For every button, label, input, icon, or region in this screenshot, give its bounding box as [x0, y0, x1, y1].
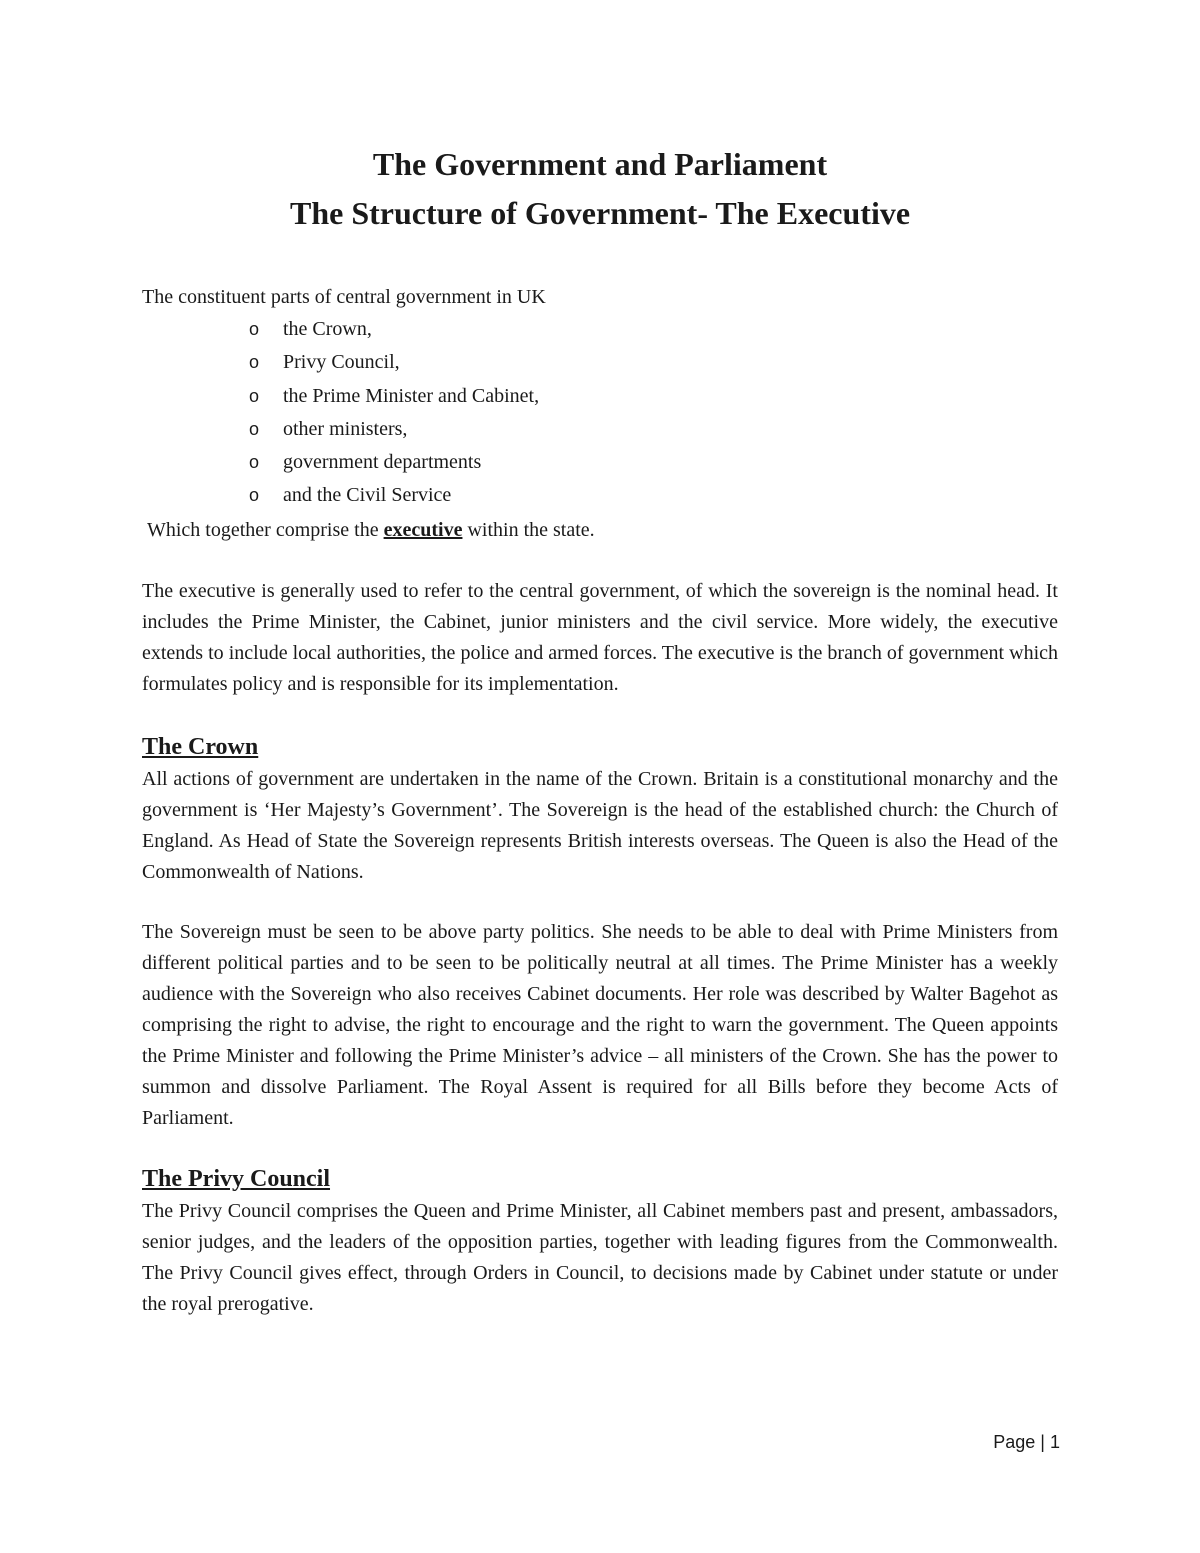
list-item: o Privy Council, [249, 346, 1058, 379]
list-item: o other ministers, [249, 413, 1058, 446]
circle-bullet-icon: o [249, 485, 260, 506]
page-number: Page | 1 [993, 1432, 1060, 1452]
government-parts-list [142, 313, 1058, 513]
circle-bullet-icon: o [249, 418, 260, 439]
circle-bullet-icon: o [249, 319, 260, 339]
list-item: o the Prime Minister and Cabinet, [249, 380, 1058, 413]
circle-bullet-icon: o [249, 385, 260, 406]
executive-paragraph: The executive is generally used to refer to the central government, of which the sovereign is the nominal head. It includes the Prime Minister, the Cabinet, junior ministers and the civil service. More widely, the executive extends to include local authorities, the police and armed forces. The executive is the branch of government which formulates policy and is responsible for its implementation. [142, 579, 1058, 695]
section-heading-privy-council: The Privy Council [142, 1165, 331, 1192]
list-item: o the Crown, [249, 313, 1058, 346]
circle-bullet-icon: o [249, 452, 260, 473]
document-title: The Government and Parliament [372, 146, 828, 182]
document-subtitle: The Structure of Government- The Executive [289, 195, 911, 231]
executive-keyword: executive [383, 518, 463, 541]
document-body [142, 282, 1058, 1320]
list-item: o and the Civil Service [249, 479, 1058, 512]
executive-summary-line: Which together comprise the executive within the state. [147, 518, 595, 541]
title-block [0, 140, 1200, 238]
intro-line: The constituent parts of central government in UK [142, 286, 546, 308]
crown-paragraph-1: All actions of government are undertaken in the name of the Crown. Britain is a constitutional monarchy and the government is ‘Her Majesty’s Government’. The Sovereign is the head of the established church: the Church of England. As Head of State the Sovereign represents British interests overseas. The Queen is also the Head of the Commonwealth of Nations. [142, 767, 1058, 883]
privy-council-paragraph: The Privy Council comprises the Queen and Prime Minister, all Cabinet members past and present, ambassadors, senior judges, and the leaders of the opposition parties, together with leading figures from the Commonwealth. The Privy Council gives effect, through Orders in Council, to decisions made by Cabinet under statute or under the royal prerogative. [142, 1199, 1058, 1315]
list-item: o government departments [249, 446, 1058, 479]
section-heading-crown: The Crown [142, 733, 259, 760]
crown-paragraph-2: The Sovereign must be seen to be above party politics. She needs to be able to deal with Prime Ministers from different political parties and to be seen to be politically neutral at all times. The Prime Minister has a weekly audience with the Sovereign who also receives Cabinet documents. Her role was described by Walter Bagehot as comprising the right to advise, the right to encourage and the right to warn the government. The Queen appoints the Prime Minister and following the Prime Minister’s advice – all ministers of the Crown. She has the power to summon and dissolve Parliament. The Royal Assent is required for all Bills before they become Acts of Parliament. [142, 920, 1058, 1129]
circle-bullet-icon: o [249, 352, 260, 373]
